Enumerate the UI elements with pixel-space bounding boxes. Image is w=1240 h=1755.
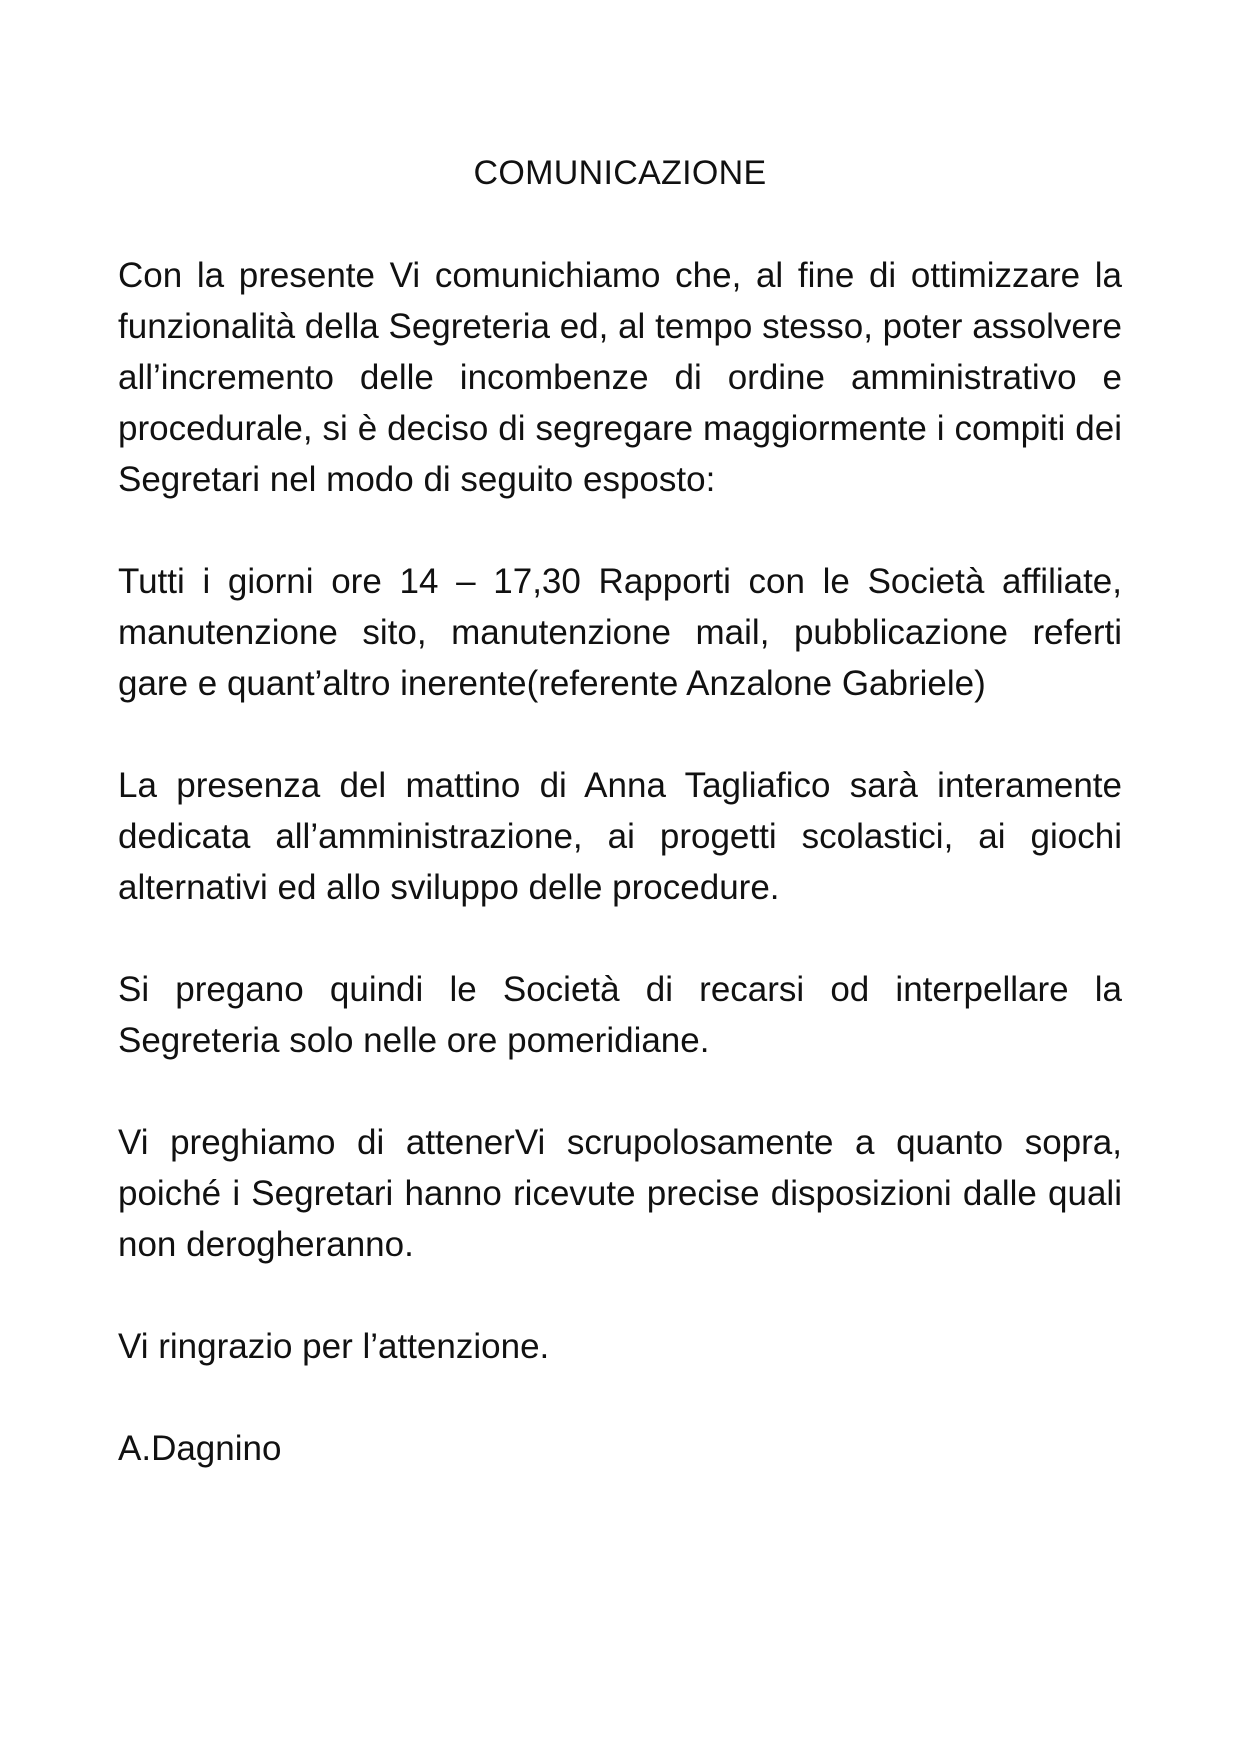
signature: A.Dagnino: [118, 1429, 282, 1468]
paragraph-instructions: Vi preghiamo di attenerVi scrupolosamente a quanto sopra, poiché i Segretari hanno ricevute precise disposizioni dalle quali non derogheranno.: [118, 1123, 1122, 1264]
paragraph-schedule: Tutti i giorni ore 14 – 17,30 Rapporti con le Società affiliate, manutenzione sito, manutenzione mail, pubblicazione referti gare e quant’altro inerente(referente Anzalone Gabriele): [118, 562, 1122, 703]
paragraph-intro: Con la presente Vi comunichiamo che, al fine di ottimizzare la funzionalità della Segreteria ed, al tempo stesso, poter assolvere all’incremento delle incombenze di ordine amministrativo e procedurale, si è deciso di segregare maggiormente i compiti dei Segretari nel modo di seguito esposto:: [118, 256, 1122, 499]
document-body: [118, 250, 1122, 1525]
paragraph-thanks: Vi ringrazio per l’attenzione.: [118, 1327, 550, 1366]
paragraph-morning-presence: La presenza del mattino di Anna Tagliafico sarà interamente dedicata all’amministrazione, ai progetti scolastici, ai giochi alternativi ed allo sviluppo delle procedure.: [118, 766, 1122, 907]
paragraph-request: Si pregano quindi le Società di recarsi od interpellare la Segreteria solo nelle ore pomeridiane.: [118, 970, 1122, 1060]
document-title: COMUNICAZIONE: [473, 154, 767, 192]
